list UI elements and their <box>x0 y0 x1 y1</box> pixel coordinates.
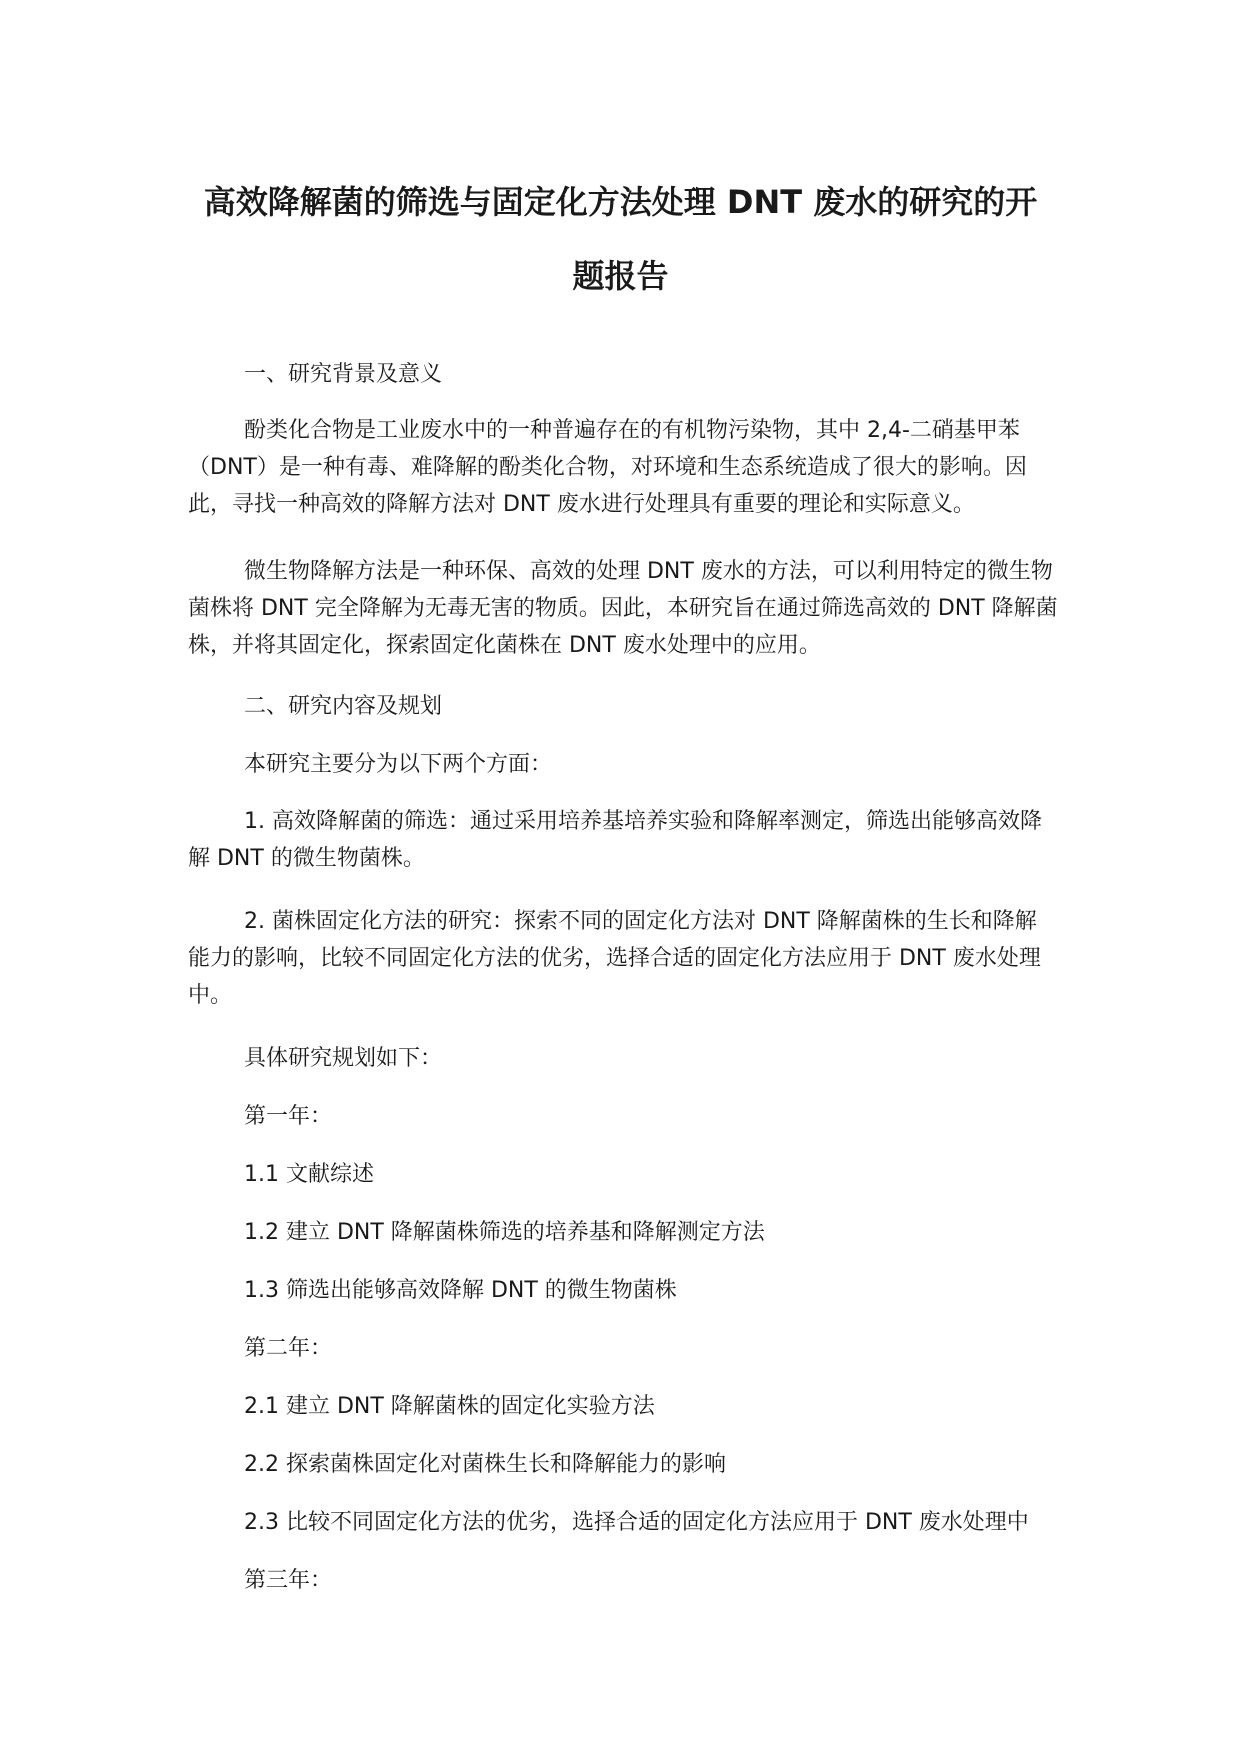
year3-label: 第三年： <box>244 1568 333 1593</box>
year2-label: 第二年： <box>244 1336 333 1361</box>
section2-intro: 本研究主要分为以下两个方面： <box>244 752 553 777</box>
document-title-line1: 高效降解菌的筛选与固定化方法处理 DNT 废水的研究的开 <box>203 183 1038 221</box>
year1-item1: 1.1 文献综述 <box>244 1162 374 1187</box>
year2-item2: 2.2 探索菌株固定化对菌株生长和降解能力的影响 <box>244 1452 726 1477</box>
section1-paragraph1: 酚类化合物是工业废水中的一种普遍存在的有机物污染物，其中 2,4-二硝基甲苯（DNT）是一种有毒、难降解的酚类化合物，对环境和生态系统造成了很大的影响。因此，寻找一种高效的降解方法对 DNT 废水进行处理具有重要的理论和实际意义。 <box>188 418 1027 517</box>
section2-heading: 二、研究内容及规划 <box>244 694 443 719</box>
section2-item1: 1. 高效降解菌的筛选：通过采用培养基培养实验和降解率测定，筛选出能够高效降解 DNT 的微生物菌株。 <box>188 809 1042 871</box>
document-title-line2: 题报告 <box>572 257 669 295</box>
section2-item2: 2. 菌株固定化方法的研究：探索不同的固定化方法对 DNT 降解菌株的生长和降解能力的影响，比较不同固定化方法的优劣，选择合适的固定化方法应用于 DNT 废水处理中。 <box>188 909 1041 1008</box>
year2-item3: 2.3 比较不同固定化方法的优劣，选择合适的固定化方法应用于 DNT 废水处理中 <box>244 1510 1029 1535</box>
section1-heading: 一、研究背景及意义 <box>244 362 443 387</box>
plan-intro: 具体研究规划如下： <box>244 1046 443 1071</box>
year1-item3: 1.3 筛选出能够高效降解 DNT 的微生物菌株 <box>244 1278 677 1303</box>
year1-label: 第一年： <box>244 1104 333 1129</box>
year1-item2: 1.2 建立 DNT 降解菌株筛选的培养基和降解测定方法 <box>244 1220 765 1245</box>
year2-item1: 2.1 建立 DNT 降解菌株的固定化实验方法 <box>244 1394 655 1419</box>
section1-paragraph2: 微生物降解方法是一种环保、高效的处理 DNT 废水的方法，可以利用特定的微生物菌株将 DNT 完全降解为无毒无害的物质。因此，本研究旨在通过筛选高效的 DNT 降解菌株，并将其固定化，探索固定化菌株在 DNT 废水处理中的应用。 <box>188 559 1058 658</box>
